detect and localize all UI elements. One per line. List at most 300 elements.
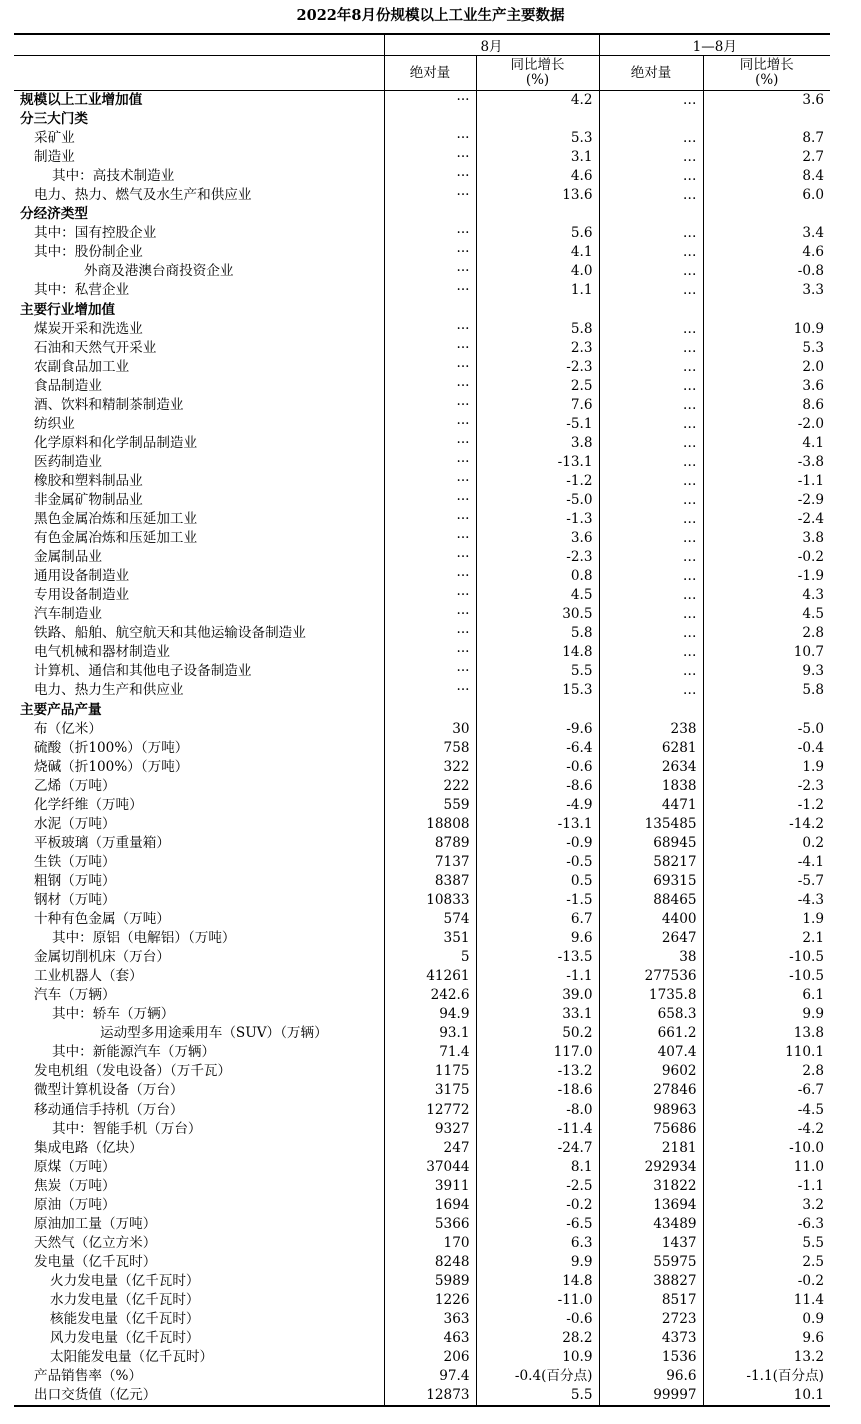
table-row bbox=[14, 1120, 830, 1139]
table-row bbox=[14, 529, 830, 548]
table-row bbox=[14, 129, 830, 148]
cell-aug-growth: 2.5 bbox=[476, 377, 599, 396]
cell-aug-abs: 18808 bbox=[384, 815, 476, 834]
row-label: 石油和天然气开采业 bbox=[34, 339, 157, 356]
cell-ytd-abs: 292934 bbox=[599, 1158, 703, 1177]
cell-aug-growth: -11.0 bbox=[476, 1291, 599, 1310]
row-label: 生铁（万吨） bbox=[34, 853, 116, 870]
cell-aug-growth: -5.0 bbox=[476, 491, 599, 510]
cell-aug-abs: 242.6 bbox=[384, 986, 476, 1005]
table-row bbox=[14, 1291, 830, 1310]
cell-aug-abs: 322 bbox=[384, 758, 476, 777]
cell-aug-abs: 351 bbox=[384, 929, 476, 948]
cell-aug-abs: ··· bbox=[384, 91, 476, 111]
table-row bbox=[14, 1348, 830, 1367]
row-label: 风力发电量（亿千瓦时） bbox=[50, 1330, 200, 1347]
cell-aug-abs: 1175 bbox=[384, 1062, 476, 1081]
row-label: 其中：原铝（电解铝）（万吨） bbox=[52, 930, 236, 947]
row-label: 化学原料和化学制品制造业 bbox=[34, 434, 198, 451]
table-row bbox=[14, 91, 830, 111]
cell-ytd-growth: 5.5 bbox=[703, 1234, 830, 1253]
cell-aug-abs: ··· bbox=[384, 415, 476, 434]
cell-ytd-abs: … bbox=[599, 186, 703, 205]
table-row bbox=[14, 853, 830, 872]
row-label: 分经济类型 bbox=[20, 206, 88, 223]
table-row bbox=[14, 720, 830, 739]
cell-aug-abs: 559 bbox=[384, 796, 476, 815]
cell-ytd-abs: 13694 bbox=[599, 1196, 703, 1215]
cell-aug-abs: ··· bbox=[384, 529, 476, 548]
cell-ytd-abs: … bbox=[599, 91, 703, 111]
cell-ytd-growth: 1.9 bbox=[703, 910, 830, 929]
cell-ytd-abs: 88465 bbox=[599, 891, 703, 910]
table-row bbox=[14, 1196, 830, 1215]
cell-aug-abs: 247 bbox=[384, 1139, 476, 1158]
cell-ytd-growth: -4.5 bbox=[703, 1100, 830, 1119]
cell-ytd-growth: 10.7 bbox=[703, 643, 830, 662]
cell-ytd-growth: -14.2 bbox=[703, 815, 830, 834]
cell-ytd-growth: 4.6 bbox=[703, 243, 830, 262]
table-row bbox=[14, 1100, 830, 1119]
table-row bbox=[14, 1215, 830, 1234]
table-row bbox=[14, 1062, 830, 1081]
cell-ytd-growth: -0.2 bbox=[703, 1272, 830, 1291]
cell-ytd-abs bbox=[599, 110, 703, 129]
cell-ytd-growth: 9.6 bbox=[703, 1329, 830, 1348]
row-label: 天然气（亿立方米） bbox=[34, 1234, 157, 1251]
table-row bbox=[14, 491, 830, 510]
header-growth-1-l1: 同比增长 bbox=[510, 57, 565, 73]
row-label: 平板玻璃（万重量箱） bbox=[34, 834, 170, 851]
cell-aug-growth: -0.6 bbox=[476, 758, 599, 777]
table-row bbox=[14, 1272, 830, 1291]
table-row bbox=[14, 910, 830, 929]
cell-ytd-abs: 99997 bbox=[599, 1386, 703, 1406]
row-label: 火力发电量（亿千瓦时） bbox=[50, 1272, 200, 1289]
cell-ytd-abs: 1838 bbox=[599, 777, 703, 796]
cell-aug-growth: 9.9 bbox=[476, 1253, 599, 1272]
table-row bbox=[14, 891, 830, 910]
header-growth-1 bbox=[476, 56, 599, 91]
cell-ytd-growth: -1.2 bbox=[703, 796, 830, 815]
cell-aug-growth bbox=[476, 701, 599, 720]
table-row bbox=[14, 453, 830, 472]
cell-ytd-growth: -10.5 bbox=[703, 967, 830, 986]
cell-aug-growth: -0.5 bbox=[476, 853, 599, 872]
cell-ytd-abs: 58217 bbox=[599, 853, 703, 872]
cell-ytd-growth: -2.9 bbox=[703, 491, 830, 510]
cell-aug-growth: 117.0 bbox=[476, 1043, 599, 1062]
cell-ytd-growth: 8.6 bbox=[703, 396, 830, 415]
cell-aug-abs: 7137 bbox=[384, 853, 476, 872]
header-blank-2 bbox=[14, 56, 384, 91]
cell-ytd-growth: 4.5 bbox=[703, 605, 830, 624]
cell-aug-growth: 5.5 bbox=[476, 662, 599, 681]
table-row bbox=[14, 548, 830, 567]
cell-aug-abs bbox=[384, 701, 476, 720]
cell-aug-growth: -0.4(百分点) bbox=[476, 1367, 599, 1386]
table-row bbox=[14, 1310, 830, 1329]
cell-aug-growth: 4.1 bbox=[476, 243, 599, 262]
row-label: 分三大门类 bbox=[20, 111, 88, 128]
header-abs-2: 绝对量 bbox=[599, 56, 703, 91]
cell-ytd-abs: 2634 bbox=[599, 758, 703, 777]
row-label: 原油加工量（万吨） bbox=[34, 1215, 157, 1232]
cell-aug-growth: -1.3 bbox=[476, 510, 599, 529]
row-label: 其中：股份制企业 bbox=[34, 244, 143, 261]
cell-ytd-abs: … bbox=[599, 434, 703, 453]
row-label: 布（亿米） bbox=[34, 720, 102, 737]
cell-aug-abs: ··· bbox=[384, 567, 476, 586]
cell-aug-abs: 574 bbox=[384, 910, 476, 929]
cell-aug-abs: ··· bbox=[384, 186, 476, 205]
cell-aug-abs bbox=[384, 110, 476, 129]
table-row bbox=[14, 681, 830, 700]
cell-aug-abs: 5366 bbox=[384, 1215, 476, 1234]
cell-ytd-abs: 661.2 bbox=[599, 1024, 703, 1043]
table-row bbox=[14, 986, 830, 1005]
row-label: 电气机械和器材制造业 bbox=[34, 644, 170, 661]
cell-ytd-growth: -1.9 bbox=[703, 567, 830, 586]
table-row bbox=[14, 472, 830, 491]
row-label: 其中：高技术制造业 bbox=[52, 168, 175, 185]
cell-aug-abs: ··· bbox=[384, 605, 476, 624]
cell-aug-growth: -13.2 bbox=[476, 1062, 599, 1081]
cell-aug-growth: -24.7 bbox=[476, 1139, 599, 1158]
cell-ytd-abs: 4471 bbox=[599, 796, 703, 815]
row-label: 主要产品产量 bbox=[20, 701, 102, 718]
cell-ytd-abs: … bbox=[599, 262, 703, 281]
cell-ytd-growth: -3.8 bbox=[703, 453, 830, 472]
table-row bbox=[14, 758, 830, 777]
table-row bbox=[14, 567, 830, 586]
cell-aug-abs: ··· bbox=[384, 510, 476, 529]
cell-aug-growth: 5.8 bbox=[476, 320, 599, 339]
header-growth-2-l2: (%) bbox=[755, 72, 779, 88]
table-row bbox=[14, 586, 830, 605]
cell-aug-growth: 2.3 bbox=[476, 339, 599, 358]
cell-ytd-growth: 3.6 bbox=[703, 91, 830, 111]
cell-aug-growth: 14.8 bbox=[476, 1272, 599, 1291]
cell-ytd-growth bbox=[703, 110, 830, 129]
cell-ytd-growth: 2.5 bbox=[703, 1253, 830, 1272]
cell-aug-abs: 363 bbox=[384, 1310, 476, 1329]
page-title: 2022年8月份规模以上工业生产主要数据 bbox=[296, 7, 565, 24]
cell-ytd-growth: 10.1 bbox=[703, 1386, 830, 1406]
cell-aug-abs: ··· bbox=[384, 377, 476, 396]
cell-ytd-growth: 110.1 bbox=[703, 1043, 830, 1062]
table-body bbox=[14, 91, 830, 1407]
cell-aug-abs: 8248 bbox=[384, 1253, 476, 1272]
cell-ytd-abs: … bbox=[599, 129, 703, 148]
cell-ytd-abs bbox=[599, 701, 703, 720]
table-row bbox=[14, 396, 830, 415]
cell-aug-abs: ··· bbox=[384, 624, 476, 643]
cell-ytd-growth: 0.2 bbox=[703, 834, 830, 853]
row-label: 主要行业增加值 bbox=[20, 301, 116, 318]
row-label: 其中：轿车（万辆） bbox=[52, 1006, 175, 1023]
cell-ytd-abs: 277536 bbox=[599, 967, 703, 986]
cell-ytd-abs: 98963 bbox=[599, 1100, 703, 1119]
row-label: 原煤（万吨） bbox=[34, 1158, 116, 1175]
cell-aug-abs: 37044 bbox=[384, 1158, 476, 1177]
cell-ytd-growth: 3.2 bbox=[703, 1196, 830, 1215]
cell-ytd-growth: 13.2 bbox=[703, 1348, 830, 1367]
cell-aug-growth: -11.4 bbox=[476, 1120, 599, 1139]
cell-aug-growth: -13.1 bbox=[476, 453, 599, 472]
row-label: 化学纤维（万吨） bbox=[34, 796, 143, 813]
cell-aug-abs: ··· bbox=[384, 224, 476, 243]
cell-ytd-growth: 11.0 bbox=[703, 1158, 830, 1177]
table-row bbox=[14, 167, 830, 186]
row-label: 出口交货值（亿元） bbox=[14, 1386, 384, 1406]
row-label: 产品销售率（%） bbox=[34, 1368, 143, 1385]
cell-aug-growth: 9.6 bbox=[476, 929, 599, 948]
row-label: 采矿业 bbox=[34, 130, 75, 147]
cell-aug-growth: -13.5 bbox=[476, 948, 599, 967]
cell-aug-growth: -2.3 bbox=[476, 548, 599, 567]
cell-ytd-growth: -10.0 bbox=[703, 1139, 830, 1158]
table-row bbox=[14, 948, 830, 967]
cell-aug-growth: 5.8 bbox=[476, 624, 599, 643]
cell-ytd-abs: … bbox=[599, 453, 703, 472]
cell-ytd-growth: 8.4 bbox=[703, 167, 830, 186]
cell-aug-abs: 12772 bbox=[384, 1100, 476, 1119]
cell-aug-abs: ··· bbox=[384, 434, 476, 453]
cell-aug-growth: -4.9 bbox=[476, 796, 599, 815]
table-row bbox=[14, 929, 830, 948]
cell-ytd-abs: 1437 bbox=[599, 1234, 703, 1253]
cell-aug-growth: 5.3 bbox=[476, 129, 599, 148]
cell-ytd-abs: … bbox=[599, 472, 703, 491]
cell-ytd-abs: … bbox=[599, 624, 703, 643]
table-row bbox=[14, 1043, 830, 1062]
cell-aug-growth: 1.1 bbox=[476, 281, 599, 300]
cell-ytd-growth: -1.1 bbox=[703, 472, 830, 491]
cell-ytd-growth bbox=[703, 301, 830, 320]
cell-ytd-growth: 2.8 bbox=[703, 1062, 830, 1081]
cell-aug-growth: -13.1 bbox=[476, 815, 599, 834]
cell-ytd-abs bbox=[599, 301, 703, 320]
cell-aug-abs: ··· bbox=[384, 396, 476, 415]
cell-aug-growth: 6.3 bbox=[476, 1234, 599, 1253]
cell-aug-growth: 30.5 bbox=[476, 605, 599, 624]
cell-ytd-abs: … bbox=[599, 567, 703, 586]
cell-aug-growth: 7.6 bbox=[476, 396, 599, 415]
table-row bbox=[14, 643, 830, 662]
cell-ytd-abs: … bbox=[599, 586, 703, 605]
row-label: 食品制造业 bbox=[34, 377, 102, 394]
row-label: 十种有色金属（万吨） bbox=[34, 911, 170, 928]
table-row bbox=[14, 434, 830, 453]
header-period-august: 8月 bbox=[384, 34, 599, 56]
cell-aug-abs: ··· bbox=[384, 262, 476, 281]
row-label: 其中：智能手机（万台） bbox=[52, 1120, 202, 1137]
cell-aug-abs: ··· bbox=[384, 662, 476, 681]
cell-ytd-abs: 38827 bbox=[599, 1272, 703, 1291]
cell-ytd-abs: 8517 bbox=[599, 1291, 703, 1310]
row-label: 发电量（亿千瓦时） bbox=[34, 1253, 157, 1270]
cell-aug-growth: 14.8 bbox=[476, 643, 599, 662]
cell-aug-growth: 0.8 bbox=[476, 567, 599, 586]
cell-ytd-abs: 38 bbox=[599, 948, 703, 967]
row-label: 集成电路（亿块） bbox=[34, 1139, 143, 1156]
cell-ytd-growth: -1.1 bbox=[703, 1177, 830, 1196]
cell-ytd-growth: -5.0 bbox=[703, 720, 830, 739]
cell-aug-growth: -6.4 bbox=[476, 739, 599, 758]
cell-aug-abs: 5989 bbox=[384, 1272, 476, 1291]
row-label: 汽车（万辆） bbox=[34, 987, 116, 1004]
cell-ytd-growth: 0.9 bbox=[703, 1310, 830, 1329]
row-label: 硫酸（折100%）（万吨） bbox=[34, 739, 189, 756]
cell-aug-growth: 33.1 bbox=[476, 1005, 599, 1024]
header-abs-1: 绝对量 bbox=[384, 56, 476, 91]
cell-ytd-abs: … bbox=[599, 396, 703, 415]
cell-ytd-abs: 31822 bbox=[599, 1177, 703, 1196]
cell-ytd-abs: … bbox=[599, 224, 703, 243]
row-label: 医药制造业 bbox=[34, 453, 102, 470]
row-label: 其中：新能源汽车（万辆） bbox=[52, 1044, 216, 1061]
row-label: 发电机组（发电设备）（万千瓦） bbox=[34, 1063, 232, 1080]
cell-aug-abs: 93.1 bbox=[384, 1024, 476, 1043]
row-label: 外商及港澳台商投资企业 bbox=[84, 263, 234, 280]
table-row bbox=[14, 662, 830, 681]
cell-ytd-abs: … bbox=[599, 662, 703, 681]
cell-ytd-growth: 2.8 bbox=[703, 624, 830, 643]
cell-aug-growth: 0.5 bbox=[476, 872, 599, 891]
header-growth-2 bbox=[703, 56, 830, 91]
cell-ytd-abs: … bbox=[599, 243, 703, 262]
cell-aug-abs: 41261 bbox=[384, 967, 476, 986]
cell-aug-growth: 3.1 bbox=[476, 148, 599, 167]
cell-ytd-abs: 96.6 bbox=[599, 1367, 703, 1386]
cell-ytd-growth: -4.2 bbox=[703, 1120, 830, 1139]
cell-aug-abs: ··· bbox=[384, 681, 476, 700]
cell-aug-growth bbox=[476, 205, 599, 224]
cell-aug-growth: -0.2 bbox=[476, 1196, 599, 1215]
table-row bbox=[14, 1329, 830, 1348]
table-row bbox=[14, 701, 830, 720]
table-row bbox=[14, 777, 830, 796]
cell-ytd-growth: 3.8 bbox=[703, 529, 830, 548]
row-label: 水泥（万吨） bbox=[34, 815, 116, 832]
table-row bbox=[14, 1158, 830, 1177]
row-label: 烧碱（折100%）（万吨） bbox=[34, 758, 189, 775]
cell-ytd-abs: 238 bbox=[599, 720, 703, 739]
cell-aug-abs: 3911 bbox=[384, 1177, 476, 1196]
cell-ytd-abs: 4373 bbox=[599, 1329, 703, 1348]
cell-aug-abs: ··· bbox=[384, 586, 476, 605]
cell-aug-abs: 97.4 bbox=[384, 1367, 476, 1386]
cell-ytd-abs: 407.4 bbox=[599, 1043, 703, 1062]
table-row bbox=[14, 320, 830, 339]
row-label: 煤炭开采和洗选业 bbox=[34, 320, 143, 337]
row-label: 微型计算机设备（万台） bbox=[34, 1082, 184, 1099]
cell-aug-abs: 3175 bbox=[384, 1081, 476, 1100]
table-row bbox=[14, 872, 830, 891]
cell-aug-abs: 222 bbox=[384, 777, 476, 796]
cell-ytd-growth: -5.7 bbox=[703, 872, 830, 891]
cell-aug-growth: -0.9 bbox=[476, 834, 599, 853]
cell-ytd-growth: -4.3 bbox=[703, 891, 830, 910]
cell-aug-abs: ··· bbox=[384, 643, 476, 662]
cell-aug-abs: 206 bbox=[384, 1348, 476, 1367]
row-label: 纺织业 bbox=[34, 415, 75, 432]
cell-ytd-abs: 135485 bbox=[599, 815, 703, 834]
table-row bbox=[14, 110, 830, 129]
cell-aug-growth: 4.2 bbox=[476, 91, 599, 111]
cell-aug-abs: 8789 bbox=[384, 834, 476, 853]
table-row bbox=[14, 1367, 830, 1386]
cell-aug-abs: ··· bbox=[384, 358, 476, 377]
cell-ytd-abs: … bbox=[599, 339, 703, 358]
cell-aug-growth bbox=[476, 301, 599, 320]
table-row bbox=[14, 205, 830, 224]
cell-aug-growth: -6.5 bbox=[476, 1215, 599, 1234]
cell-ytd-abs: … bbox=[599, 281, 703, 300]
table-row bbox=[14, 186, 830, 205]
table-row bbox=[14, 1253, 830, 1272]
cell-aug-abs: ··· bbox=[384, 167, 476, 186]
cell-ytd-abs: … bbox=[599, 605, 703, 624]
cell-aug-abs: ··· bbox=[384, 339, 476, 358]
row-label: 黑色金属冶炼和压延加工业 bbox=[34, 511, 198, 528]
row-label: 酒、饮料和精制茶制造业 bbox=[34, 396, 184, 413]
cell-ytd-growth: 9.9 bbox=[703, 1005, 830, 1024]
cell-ytd-growth: 5.8 bbox=[703, 681, 830, 700]
row-label: 原油（万吨） bbox=[34, 1196, 116, 1213]
cell-ytd-abs: 2181 bbox=[599, 1139, 703, 1158]
cell-aug-growth: 6.7 bbox=[476, 910, 599, 929]
cell-aug-growth: -0.6 bbox=[476, 1310, 599, 1329]
cell-ytd-abs: 75686 bbox=[599, 1120, 703, 1139]
row-label: 铁路、船舶、航空航天和其他运输设备制造业 bbox=[34, 625, 306, 642]
cell-aug-growth: -1.5 bbox=[476, 891, 599, 910]
row-label: 粗钢（万吨） bbox=[34, 872, 116, 889]
cell-ytd-growth: -4.1 bbox=[703, 853, 830, 872]
table-row bbox=[14, 624, 830, 643]
cell-aug-abs: 8387 bbox=[384, 872, 476, 891]
cell-aug-growth: 3.8 bbox=[476, 434, 599, 453]
table-row bbox=[14, 967, 830, 986]
table-row bbox=[14, 1234, 830, 1253]
cell-ytd-growth: 13.8 bbox=[703, 1024, 830, 1043]
cell-ytd-abs: … bbox=[599, 167, 703, 186]
cell-aug-growth: -8.6 bbox=[476, 777, 599, 796]
cell-aug-abs: 170 bbox=[384, 1234, 476, 1253]
row-label: 其中：私营企业 bbox=[34, 282, 130, 299]
cell-aug-growth: 10.9 bbox=[476, 1348, 599, 1367]
header-growth-2-l1: 同比增长 bbox=[739, 57, 794, 73]
cell-ytd-abs: … bbox=[599, 377, 703, 396]
cell-ytd-abs: … bbox=[599, 510, 703, 529]
cell-ytd-growth bbox=[703, 205, 830, 224]
row-label: 运动型多用途乘用车（SUV）（万辆） bbox=[100, 1025, 328, 1042]
cell-ytd-abs: … bbox=[599, 548, 703, 567]
cell-ytd-growth: 5.3 bbox=[703, 339, 830, 358]
row-label: 有色金属冶炼和压延加工业 bbox=[34, 530, 198, 547]
cell-ytd-growth: 11.4 bbox=[703, 1291, 830, 1310]
row-label: 专用设备制造业 bbox=[34, 587, 130, 604]
cell-ytd-growth: -0.2 bbox=[703, 548, 830, 567]
cell-aug-abs: 1226 bbox=[384, 1291, 476, 1310]
table-row bbox=[14, 605, 830, 624]
cell-ytd-abs: 4400 bbox=[599, 910, 703, 929]
cell-ytd-growth: 2.0 bbox=[703, 358, 830, 377]
table-row bbox=[14, 1386, 830, 1406]
cell-ytd-growth: -0.8 bbox=[703, 262, 830, 281]
cell-aug-abs: 5 bbox=[384, 948, 476, 967]
